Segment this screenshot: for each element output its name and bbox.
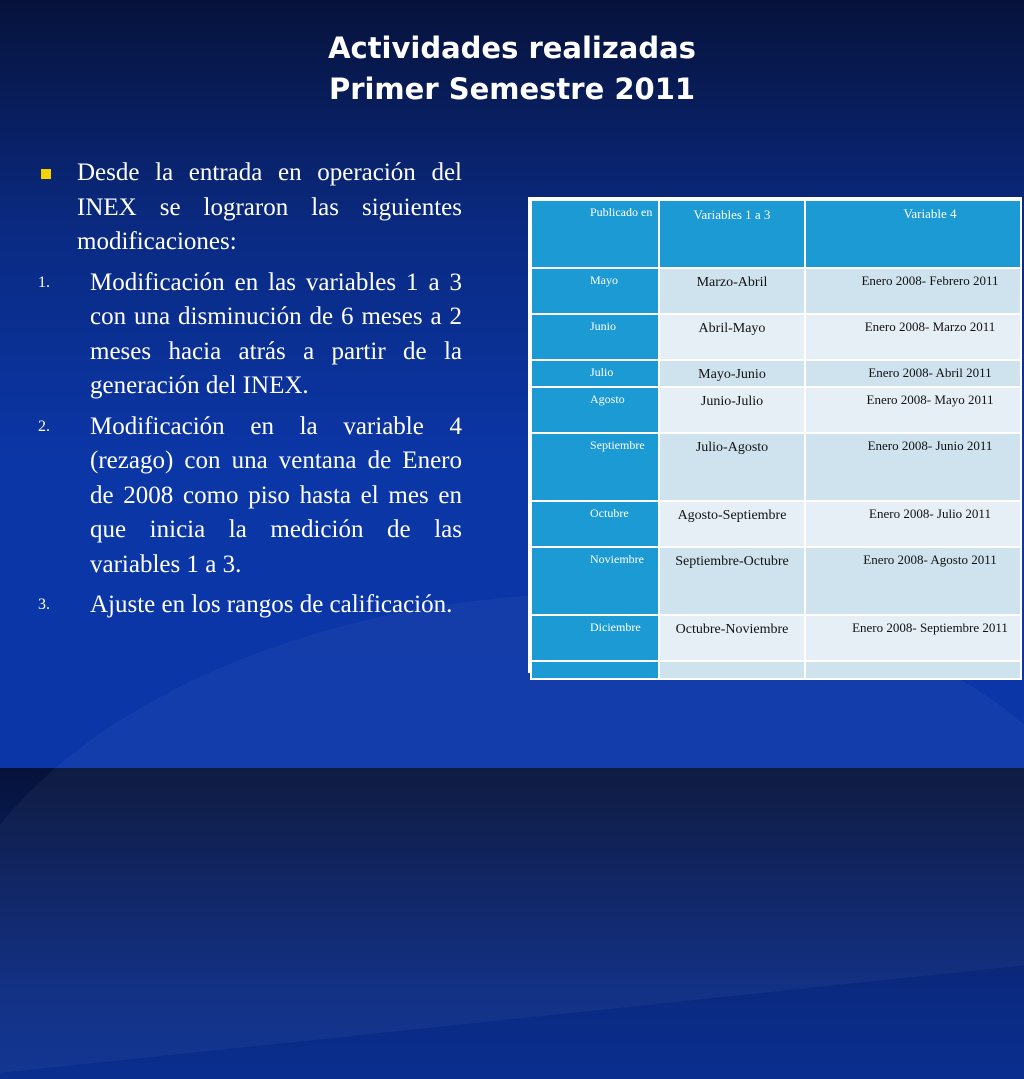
table-row bbox=[531, 661, 1021, 679]
table-cell: Julio-Agosto bbox=[659, 433, 805, 501]
table-row bbox=[531, 501, 1021, 547]
title-line-2: Primer Semestre 2011 bbox=[328, 72, 696, 106]
table-cell: Enero 2008- Abril 2011 bbox=[805, 360, 1021, 387]
table-row bbox=[531, 433, 1021, 501]
numbered-item bbox=[38, 266, 462, 404]
table-row bbox=[531, 547, 1021, 615]
table-row bbox=[531, 615, 1021, 661]
table-cell: Agosto bbox=[531, 387, 659, 433]
table-cell: Marzo-Abril bbox=[659, 268, 805, 314]
table-cell: Enero 2008- Marzo 2011 bbox=[805, 314, 1021, 360]
item-number: 2. bbox=[38, 417, 50, 435]
table-cell: Junio bbox=[531, 314, 659, 360]
table-cell: Octubre bbox=[531, 501, 659, 547]
table-cell: Septiembre bbox=[531, 433, 659, 501]
table-cell: Enero 2008- Febrero 2011 bbox=[805, 268, 1021, 314]
table-cell: Enero 2008- Julio 2011 bbox=[805, 501, 1021, 547]
item-text: Modificación en la variable 4 (rezago) con una ventana de Enero de 2008 como piso hasta el mes en que inicia la medición de las variables 1 a 3. bbox=[90, 412, 462, 578]
slide-title bbox=[0, 28, 1024, 110]
table-cell: Julio bbox=[531, 360, 659, 387]
table-cell: Enero 2008- Mayo 2011 bbox=[805, 387, 1021, 433]
numbered-item bbox=[38, 410, 462, 583]
table-row bbox=[531, 360, 1021, 387]
intro-text: Desde la entrada en operación del INEX se lograron las siguientes modificaciones: bbox=[77, 159, 462, 255]
table-row bbox=[531, 314, 1021, 360]
table-cell bbox=[659, 661, 805, 679]
numbered-item bbox=[38, 588, 462, 623]
slide-body bbox=[38, 156, 462, 623]
item-text: Modificación en las variables 1 a 3 con una disminución de 6 meses a 2 meses hacia atrás a partir de la generación del INEX. bbox=[90, 268, 462, 399]
intro-bullet bbox=[38, 156, 462, 260]
table-cell bbox=[531, 661, 659, 679]
schedule-table-grid bbox=[530, 199, 1022, 680]
table-cell: Diciembre bbox=[531, 615, 659, 661]
title-line-1: Actividades realizadas bbox=[328, 31, 696, 65]
table-cell: Abril-Mayo bbox=[659, 314, 805, 360]
table-cell: Enero 2008- Junio 2011 bbox=[805, 433, 1021, 501]
table-cell: Mayo-Junio bbox=[659, 360, 805, 387]
table-cell bbox=[805, 661, 1021, 679]
table-row bbox=[531, 268, 1021, 314]
table-cell: Noviembre bbox=[531, 547, 659, 615]
square-bullet-icon bbox=[41, 169, 51, 179]
table-row bbox=[531, 387, 1021, 433]
header-cell: Publicado en bbox=[531, 200, 659, 268]
header-cell: Variables 1 a 3 bbox=[659, 200, 805, 268]
item-number: 3. bbox=[38, 596, 50, 613]
table-cell: Enero 2008- Agosto 2011 bbox=[805, 547, 1021, 615]
table-cell: Mayo bbox=[531, 268, 659, 314]
table-cell: Enero 2008- Septiembre 2011 bbox=[805, 615, 1021, 661]
table-cell: Junio-Julio bbox=[659, 387, 805, 433]
table-cell: Agosto-Septiembre bbox=[659, 501, 805, 547]
table-cell: Septiembre-Octubre bbox=[659, 547, 805, 615]
table-header-row bbox=[531, 200, 1021, 268]
item-number: 1. bbox=[38, 273, 50, 291]
header-cell: Variable 4 bbox=[805, 200, 1021, 268]
schedule-table bbox=[528, 197, 1022, 673]
table-cell: Octubre-Noviembre bbox=[659, 615, 805, 661]
item-text: Ajuste en los rangos de calificación. bbox=[90, 591, 453, 618]
